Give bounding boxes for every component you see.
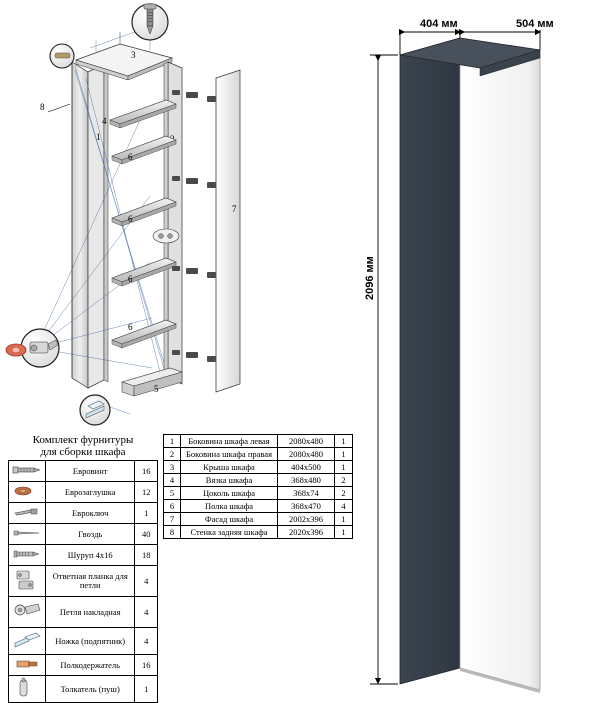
leader-8: [48, 104, 70, 112]
shelf-support-icon: [9, 655, 46, 676]
callout-1: 1: [96, 132, 101, 142]
part-size: 368х74: [278, 487, 335, 500]
depth-dimension-label: 504 мм: [516, 18, 554, 30]
kit-item-name: Полкодержатель: [45, 655, 135, 676]
kit-item-qty: 4: [135, 566, 158, 597]
cabinet-body: [400, 38, 540, 693]
part-qty: 4: [335, 500, 353, 513]
part-name: Вязка шкафа: [181, 474, 278, 487]
part-qty: 1: [335, 448, 353, 461]
table-row: [164, 513, 353, 526]
part-size: 2080х480: [278, 435, 335, 448]
kit-item-qty: 4: [135, 628, 158, 655]
euro-cap-icon: [9, 482, 46, 503]
detail-balloon-hinge: [6, 329, 59, 367]
part-num: 7: [164, 513, 181, 526]
hinge-plate-icon: [9, 566, 46, 597]
part-qty: 1: [335, 513, 353, 526]
detail-balloon-foot: [80, 395, 110, 425]
kit-item-name: Ответная планка для петли: [45, 566, 135, 597]
kit-item-qty: 18: [135, 545, 158, 566]
part-size: 404х500: [278, 461, 335, 474]
table-row: [9, 461, 158, 482]
part-size: 368х470: [278, 500, 335, 513]
table-row: [164, 500, 353, 513]
detail-balloon-euroscrew: [132, 4, 168, 40]
table-row: [9, 628, 158, 655]
table-row: [164, 487, 353, 500]
table-row: [9, 545, 158, 566]
kit-item-qty: 16: [135, 655, 158, 676]
table-row: [164, 448, 353, 461]
exploded-view-diagram: [0, 0, 350, 430]
screw-icon: [9, 545, 46, 566]
part-qty: 1: [335, 526, 353, 539]
table-row: [9, 597, 158, 628]
table-row: [9, 566, 158, 597]
eurobolt-icon: [9, 461, 46, 482]
parts-grid: [163, 434, 353, 539]
part-qty: 2: [335, 474, 353, 487]
part-num: 3: [164, 461, 181, 474]
part-num: 4: [164, 474, 181, 487]
nail-icon: [9, 524, 46, 545]
kit-title: [8, 434, 158, 458]
kit-item-name: Петля накладная: [45, 597, 135, 628]
callout-6-b: 6: [128, 214, 133, 224]
part-left-side: [88, 64, 108, 388]
part-num: 2: [164, 448, 181, 461]
table-row: [164, 435, 353, 448]
part-plinth: [122, 368, 182, 396]
callout-6-d: 6: [128, 322, 133, 332]
width-dimension-label: 404 мм: [420, 18, 458, 30]
part-num: 1: [164, 435, 181, 448]
pusher-icon: [9, 676, 46, 703]
hinge-icon: [9, 597, 46, 628]
part-num: 6: [164, 500, 181, 513]
part-qty: 2: [335, 487, 353, 500]
foot-icon: [9, 628, 46, 655]
part-num: 5: [164, 487, 181, 500]
height-dimension-label: 2096 мм: [364, 256, 376, 300]
table-row: [9, 676, 158, 703]
detail-balloon-dowel: [50, 44, 74, 68]
kit-item-name: Еврозаглушка: [45, 482, 135, 503]
euro-socket-icon: [9, 503, 46, 524]
part-qty: 1: [335, 461, 353, 474]
kit-item-qty: 1: [135, 503, 158, 524]
callout-3: 3: [131, 50, 136, 60]
table-row: [164, 526, 353, 539]
part-size: 2020х396: [278, 526, 335, 539]
kit-grid: [8, 460, 158, 703]
kit-item-name: Ножка (подпятник): [45, 628, 135, 655]
kit-item-qty: 40: [135, 524, 158, 545]
table-row: [9, 482, 158, 503]
part-size: 2080х480: [278, 448, 335, 461]
kit-title-line1: Комплект фурнитуры: [32, 434, 134, 446]
part-qty: 1: [335, 435, 353, 448]
callout-6-a: 6: [128, 152, 133, 162]
parts-list-table: [163, 434, 353, 539]
part-name: Полка шкафа: [181, 500, 278, 513]
callout-5: 5: [154, 384, 159, 394]
table-row: [164, 474, 353, 487]
kit-item-qty: 12: [135, 482, 158, 503]
part-name: Боковина шкафа правая: [181, 448, 278, 461]
shelf-support-detail: [153, 229, 179, 243]
kit-item-qty: 4: [135, 597, 158, 628]
dimension-height-2096: [370, 55, 398, 684]
kit-item-qty: 1: [135, 676, 158, 703]
callout-6-c: 6: [128, 274, 133, 284]
hardware-kit-table: [8, 434, 158, 703]
part-size: 368х480: [278, 474, 335, 487]
kit-item-qty: 16: [135, 461, 158, 482]
callout-7: 7: [232, 204, 237, 214]
kit-title-line2: для сборки шкафа: [40, 446, 126, 458]
kit-item-name: Шуруп 4х16: [45, 545, 135, 566]
part-name: Боковина шкафа левая: [181, 435, 278, 448]
table-row: [164, 461, 353, 474]
part-size: 2002х396: [278, 513, 335, 526]
part-num: 8: [164, 526, 181, 539]
kit-item-name: Евроключ: [45, 503, 135, 524]
part-name: Фасад шкафа: [181, 513, 278, 526]
callout-4: 4: [102, 116, 107, 126]
table-row: [9, 655, 158, 676]
part-door: [216, 70, 240, 392]
kit-item-name: Гвоздь: [45, 524, 135, 545]
cabinet-3d-view: [350, 0, 601, 700]
kit-item-name: Толкатель (пуш): [45, 676, 135, 703]
kit-item-name: Евровинт: [45, 461, 135, 482]
part-name: Стенка задняя шкафа: [181, 526, 278, 539]
table-row: [9, 524, 158, 545]
part-name: Цоколь шкафа: [181, 487, 278, 500]
callout-8: 8: [40, 102, 45, 112]
part-name: Крыша шкафа: [181, 461, 278, 474]
table-row: [9, 503, 158, 524]
part-back-panel: [72, 62, 88, 388]
